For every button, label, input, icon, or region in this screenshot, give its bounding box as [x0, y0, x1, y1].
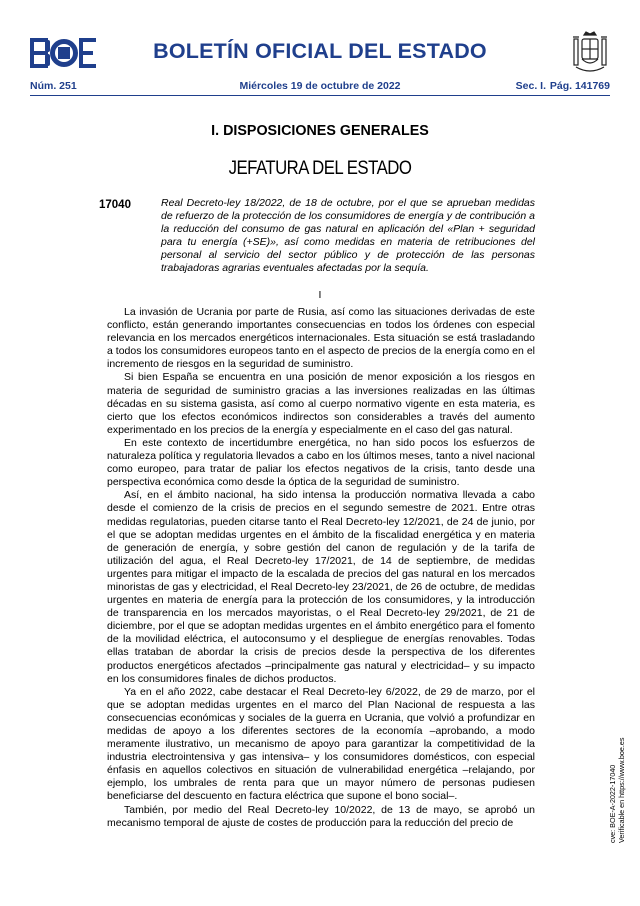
issue-number: Núm. 251 — [30, 80, 77, 92]
section-title: I. DISPOSICIONES GENERALES — [211, 123, 429, 139]
verification-link[interactable]: Verificable en https://www.boe.es — [617, 737, 626, 843]
paragraph: Si bien España se encuentra en una posición de menor exposición a los riesgos en materia de seguridad de suministro gracias a las inversiones realizadas en las últimas décadas en su sistema gasista, así como al cuerpo normativo vigente en esta materia, es cierto que los efectos económicos indirectos son considerables a través del aumento experimentado en los precios de la energía y especialmente en el caso del gas natural. — [107, 371, 535, 436]
section-label: Sec. I. — [515, 80, 546, 92]
paragraph: Así, en el ámbito nacional, ha sido intensa la producción normativa llevada a cabo desde el comienzo de la crisis de precios en el segundo semestre de 2021. Entre otras medidas regulatorias, pueden citarse tanto el Real Decreto-ley 12/2021, de 24 de junio, por el que se adoptan medidas urgentes en el ámbito de la fiscalidad energética y en materia de generación de energía, y sobre gestión del canon de regulación y de la tarifa de utilización del agua, el Real Decreto-ley 17/2021, de 14 de septiembre, de medidas urgentes para mitigar el impacto de la escalada de precios del gas natural en los mercados minoristas de gas y electricidad, el Real Decreto-ley 23/2021, de 26 de octubre, de medidas urgentes en materia de energía para la protección de los consumidores, y la introducción de transparencia en los mercados mayoristas, o el Real Decreto-ley 29/2021, de 21 de diciembre, por el que se adoptan medidas urgentes en el ámbito energético para el fomento de la movilidad eléctrica, el autoconsumo y el despliegue de energías renovables. Todas ellas trataban de abordar la crisis de precios desde la perspectiva de los diferentes productos energéticos afectados –principalmente gas natural y electricidad– y su impacto en los consumidores finales de dichos productos. — [107, 489, 535, 685]
paragraph: En este contexto de incertidumbre energética, no han sido pocos los esfuerzos de naturaleza política y regulatoria llevados a cabo en los últimos meses, tanto a nivel nacional como europeo, para tratar de paliar los efectos negativos de la crisis, tanto desde una perspectiva económica como desde la óptica de la seguridad de suministro. — [107, 436, 535, 489]
paragraph: La invasión de Ucrania por parte de Rusia, así como las situaciones derivadas de este conflicto, están generando importantes consecuencias en todos los órdenes con especial relevancia en los mercados energéticos internacionales. Esta situación se está trasladando a todos los consumidores europeos tanto en el aspecto de precios de la energía como en el incremento de riesgos en la seguridad de suministro. — [107, 306, 535, 371]
header-divider — [30, 95, 610, 96]
issue-date: Miércoles 19 de octubre de 2022 — [239, 80, 401, 92]
organization-title: JEFATURA DEL ESTADO — [228, 157, 412, 179]
disposition-number: 17040 — [99, 199, 131, 211]
disposition-title: Real Decreto-ley 18/2022, de 18 de octubre, por el que se aprueban medidas de refuerzo de la protección de los consumidores de energía y de contribución a la reducción del consumo de gas natural en aplicación del «Plan + seguridad para tu energía (+SE)», así como medidas en materia de retribuciones del personal al servicio del sector público y de protección de las personas trabajadoras agrarias eventuales afectadas por la sequía. — [161, 197, 535, 274]
cve-code: cve: BOE-A-2022-17040 — [608, 764, 617, 843]
coat-of-arms-icon — [572, 31, 608, 75]
paragraph: También, por medio del Real Decreto-ley 10/2022, de 13 de mayo, se aprobó un mecanismo temporal de ajuste de costes de producción para la reducción del precio de — [107, 803, 535, 829]
masthead-title: BOLETÍN OFICIAL DEL ESTADO — [153, 39, 487, 63]
verification-side-note — [608, 738, 626, 843]
page-number: Pág. 141769 — [549, 80, 610, 92]
chapter-numeral: I — [318, 289, 322, 301]
paragraph: Ya en el año 2022, cabe destacar el Real Decreto-ley 6/2022, de 29 de marzo, por el que se adoptan medidas urgentes en el marco del Plan Nacional de respuesta a las consecuencias económicas y sociales de la guerra en Ucrania, que volvió a profundizar en medidas de apoyo a los diferentes sectores de la economía –aprobando, a modo meramente ilustrativo, un mecanismo de apoyo para garantizar la competitividad de la industria electrointensiva y gas intensiva– y los consumidores domésticos, con especial énfasis en aquellos colectivos en situación de vulnerabilidad energética –relajando, por ejemplo, los umbrales de renta para que un mayor número de personas pudiesen beneficiarse del descuento en factura eléctrica que supone el bono social–. — [107, 685, 535, 803]
body-text — [107, 306, 535, 830]
issue-info-row — [30, 80, 610, 94]
